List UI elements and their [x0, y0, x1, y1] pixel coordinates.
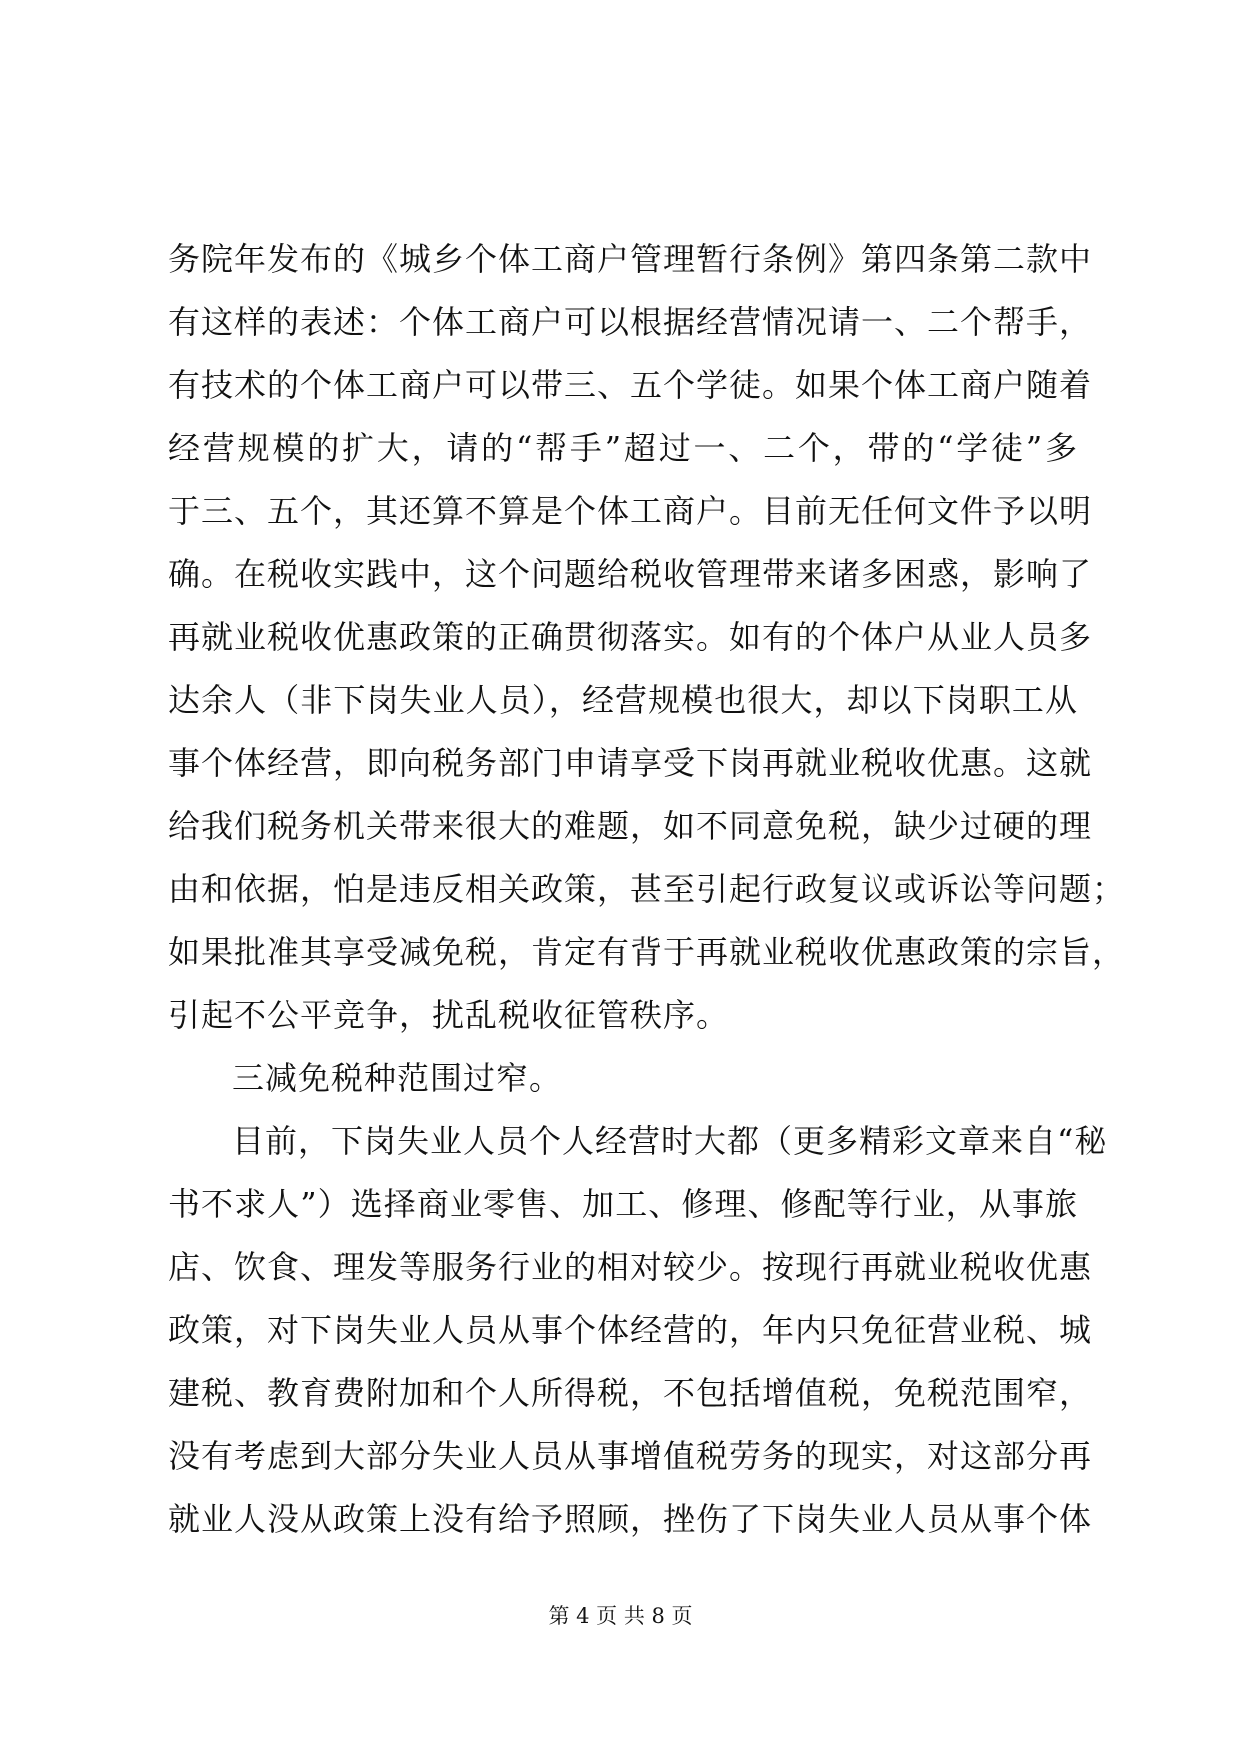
text-line: 书不求人”）选择商业零售、加工、修理、修配等行业，从事旅 [168, 1185, 1078, 1223]
text-line: 没有考虑到大部分失业人员从事增值税劳务的现实，对这部分再 [168, 1437, 1093, 1475]
text-line: 由和依据，怕是违反相关政策，甚至引起行政复议或诉讼等问题； [168, 870, 1126, 908]
text-line: 给我们税务机关带来很大的难题，如不同意免税，缺少过硬的理 [168, 807, 1093, 845]
body-text [168, 228, 1126, 1551]
page-number-footer: 第 4 页 共 8 页 [548, 1604, 693, 1628]
text-line: 建税、教育费附加和个人所得税，不包括增值税，免税范围窄， [168, 1374, 1093, 1412]
text-line: 有技术的个体工商户可以带三、五个学徒。如果个体工商户随着 [168, 366, 1093, 404]
text-line: 于三、五个，其还算不算是个体工商户。目前无任何文件予以明 [168, 492, 1093, 530]
text-line: 店、饮食、理发等服务行业的相对较少。按现行再就业税收优惠 [168, 1248, 1093, 1286]
text-line: 如果批准其享受减免税，肯定有背于再就业税收优惠政策的宗旨， [168, 933, 1126, 971]
section-heading: 三减免税种范围过窄。 [232, 1059, 563, 1097]
text-line: 有这样的表述：个体工商户可以根据经营情况请一、二个帮手， [168, 303, 1093, 341]
text-line: 就业人没从政策上没有给予照顾，挫伤了下岗失业人员从事个体 [168, 1500, 1093, 1538]
text-line: 再就业税收优惠政策的正确贯彻落实。如有的个体户从业人员多 [168, 618, 1093, 656]
text-line: 务院年发布的《城乡个体工商户管理暂行条例》第四条第二款中 [168, 240, 1093, 278]
text-line: 目前，下岗失业人员个人经营时大都（更多精彩文章来自“秘 [232, 1122, 1108, 1160]
text-line: 事个体经营，即向税务部门申请享受下岗再就业税收优惠。这就 [168, 744, 1093, 782]
text-line: 政策，对下岗失业人员从事个体经营的，年内只免征营业税、城 [168, 1311, 1093, 1349]
text-line: 达余人（非下岗失业人员），经营规模也很大，却以下岗职工从 [168, 681, 1078, 719]
text-line: 经营规模的扩大，请的“帮手”超过一、二个，带的“学徒”多 [168, 429, 1078, 467]
text-line: 引起不公平竞争，扰乱税收征管秩序。 [168, 996, 730, 1034]
text-line: 确。在税收实践中，这个问题给税收管理带来诸多困惑，影响了 [168, 555, 1093, 593]
